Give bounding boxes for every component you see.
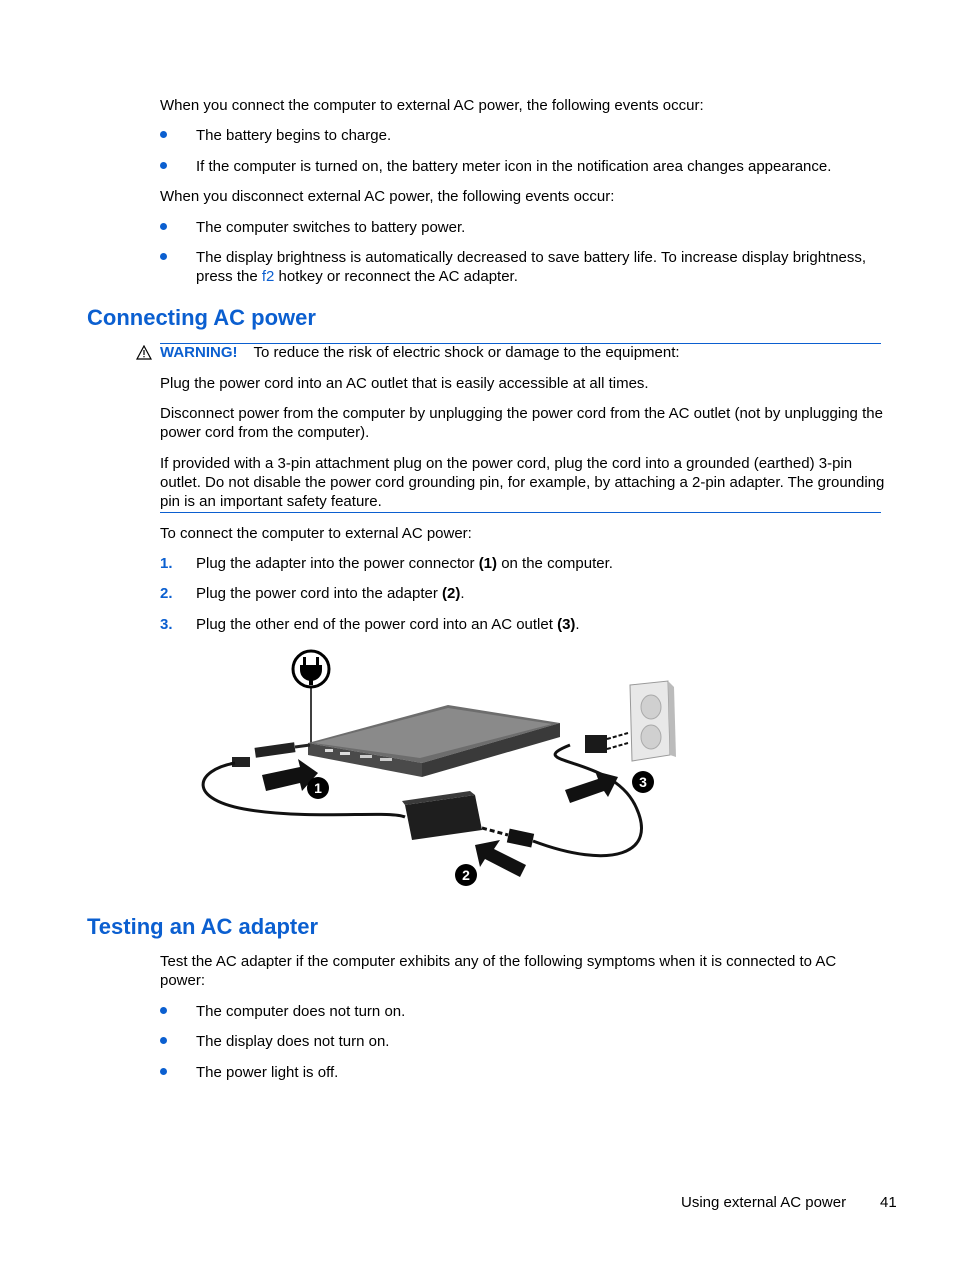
bullet-icon (160, 131, 167, 138)
step-text-part: Plug the other end of the power cord into an AC outlet (196, 616, 558, 633)
bullet-icon (160, 253, 167, 260)
page-number: 41 (880, 1194, 897, 1211)
laptop-image (308, 705, 560, 777)
step-text (196, 554, 886, 573)
power-connector-icon (293, 651, 329, 687)
step-callout-ref: (2) (442, 585, 461, 602)
section-heading-connecting: Connecting AC power (87, 305, 316, 330)
list-item-text: The display does not turn on. (196, 1033, 390, 1050)
step-text-part: Plug the adapter into the power connector (196, 555, 479, 572)
intro-disconnect: When you disconnect external AC power, the following events occur: (160, 188, 615, 205)
callout-3-label: 3 (639, 774, 647, 790)
bullet-icon (160, 1007, 167, 1014)
warning-text: To reduce the risk of electric shock or damage to the equipment: (253, 344, 680, 361)
list-item-text: The power light is off. (196, 1064, 339, 1081)
step-text (196, 584, 886, 603)
step-number: 3. (160, 616, 173, 633)
list-item-text: If the computer is turned on, the battery meter icon in the notification area changes appearance. (196, 158, 832, 175)
step-text-part: on the computer. (497, 555, 613, 572)
warning-paragraph: Disconnect power from the computer by unplugging the power cord from the AC outlet (not by unplugging the power cord from the computer). (160, 405, 883, 441)
dc-plug-image (232, 742, 310, 767)
callout-3-icon (632, 771, 654, 793)
warning-bottom-rule (160, 512, 881, 513)
warning-paragraph: If provided with a 3-pin attachment plug on the power cord, plug the cord into a grounded (earthed) 3-pin outlet. Do not disable the power cord grounding pin, for example, by attaching a 2-pin adapter. The grounding pin is an important safety feature. (160, 455, 885, 510)
steps-intro: To connect the computer to external AC power: (160, 525, 472, 542)
bullet-icon (160, 1068, 167, 1075)
warning-icon (136, 345, 152, 360)
ac-adapter-image (402, 791, 482, 840)
intro-connect: When you connect the computer to external AC power, the following events occur: (160, 97, 704, 114)
arrow-3-icon (565, 771, 618, 803)
step-text-part: Plug the power cord into the adapter (196, 585, 442, 602)
list-item-text: The battery begins to charge. (196, 127, 392, 144)
bullet-icon (160, 223, 167, 230)
callout-1-icon (307, 777, 329, 799)
callout-2-label: 2 (462, 867, 470, 883)
step-number: 2. (160, 585, 173, 602)
warning-paragraph: Plug the power cord into an AC outlet that is easily accessible at all times. (160, 375, 649, 392)
f2-hotkey-link[interactable]: f2 (261, 268, 275, 285)
step-callout-ref: (3) (557, 616, 576, 633)
list-item-text: The computer switches to battery power. (196, 219, 466, 236)
footer-title: Using external AC power (681, 1194, 847, 1211)
warning-label: WARNING! (160, 344, 238, 361)
list-item-text-part: The display brightness is automatically decreased to save battery life. To increase display brightness, press the (196, 249, 867, 285)
bullet-icon (160, 1037, 167, 1044)
step-callout-ref: (1) (478, 555, 498, 572)
ac-power-illustration (190, 645, 690, 890)
arrow-2-icon (475, 840, 526, 877)
step-text-part: . (575, 616, 580, 633)
step-text (196, 615, 886, 634)
bullet-icon (160, 162, 167, 169)
callout-1-label: 1 (314, 780, 322, 796)
list-item-text (196, 248, 886, 286)
step-number: 1. (160, 555, 173, 572)
wall-outlet-image (630, 681, 676, 761)
list-item-text-part: hotkey or reconnect the AC adapter. (274, 268, 518, 285)
warning-line (160, 343, 885, 362)
step-text-part: . (460, 585, 465, 602)
testing-intro: Test the AC adapter if the computer exhibits any of the following symptoms when it is connected to AC power: (160, 953, 837, 989)
callout-2-icon (455, 864, 477, 886)
section-heading-testing: Testing an AC adapter (87, 914, 319, 939)
list-item-text: The computer does not turn on. (196, 1003, 406, 1020)
